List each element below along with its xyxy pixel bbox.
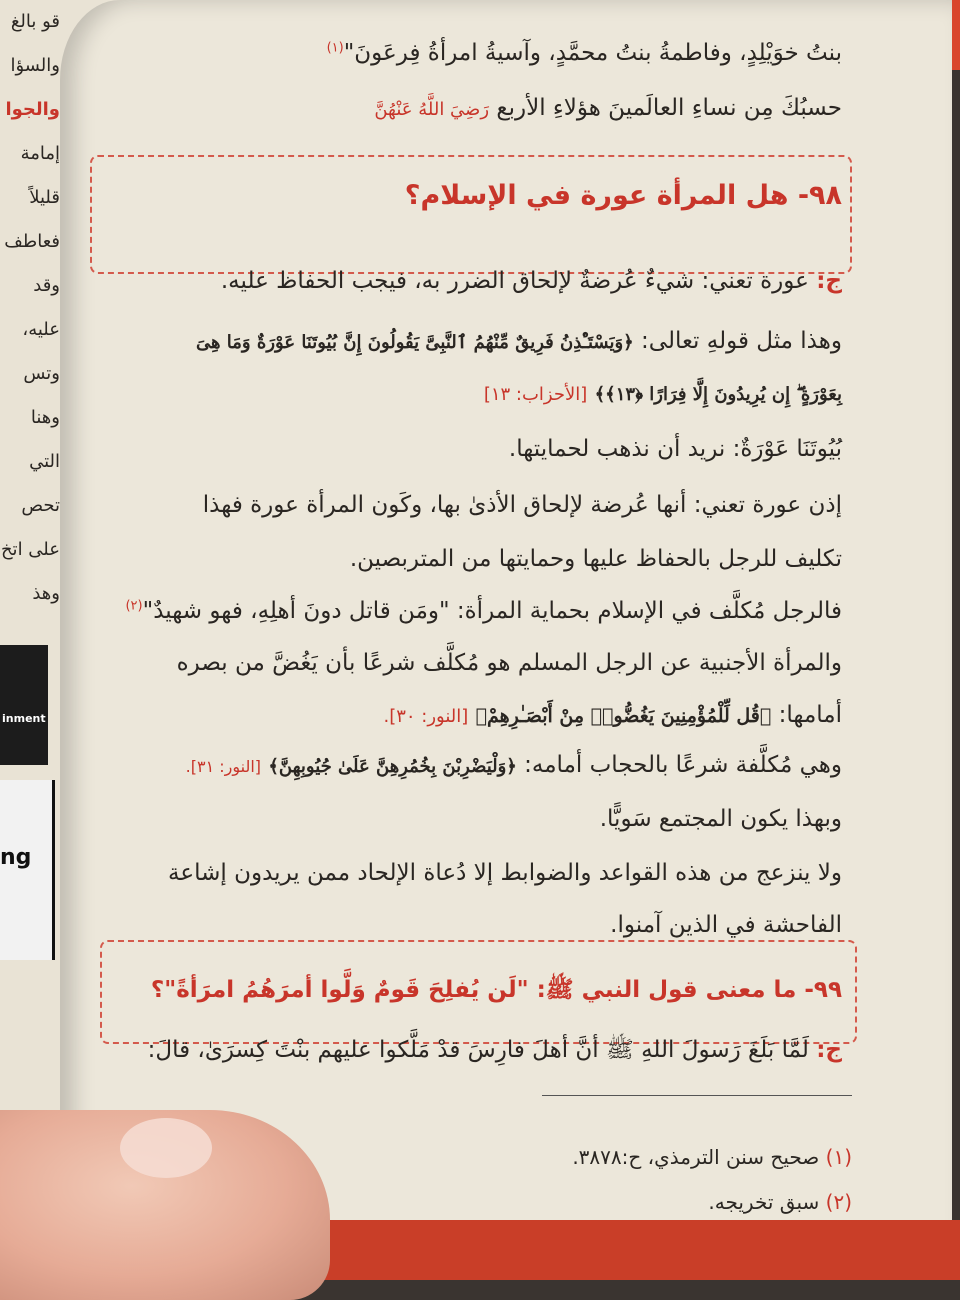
text-line — [145, 40, 842, 66]
question-box-98 — [90, 155, 852, 274]
verse-reference: [النور: ٣١]. — [185, 757, 262, 776]
text-line — [145, 328, 842, 354]
left-line: فعاطف — [4, 231, 60, 252]
answer-prefix: ج: — [816, 268, 842, 294]
text-line — [125, 598, 842, 624]
verse-reference: [الأحزاب: ١٣] — [483, 384, 588, 405]
text: بُيُوتَنَا عَوْرَةٌ: نريد أن نذهب لحمايتها. — [508, 436, 842, 462]
verse-reference: [النور: ٣٠]. — [383, 706, 469, 727]
footnote-number: (١) — [825, 1145, 852, 1169]
text: لَمَّا بَلَغَ رَسولَ اللهِ ﷺ أنَّ أهلَ فارِسَ قدْ مَلَّكوا عليهم بنْتَ كِسرَىٰ، قالَ: — [147, 1037, 809, 1063]
text-line — [145, 95, 842, 121]
text-line — [145, 380, 842, 406]
text: الفاحشة في الذين آمنوا. — [610, 912, 842, 938]
footnote-separator — [542, 1095, 852, 1096]
footnote-ref: (٢) — [125, 598, 143, 614]
left-line: على اتخ — [0, 539, 60, 560]
left-line: وهذ — [32, 583, 60, 604]
book-page — [60, 0, 952, 1250]
honorific: رَضِيَ اللَّهُ عَنْهُنَّ — [374, 99, 490, 120]
quran-verse: ﴿وَلْيَضْرِبْنَ بِخُمُرِهِنَّ عَلَىٰ جُيُوبِهِنَّ﴾ — [268, 756, 517, 777]
left-line: قو بالغ — [10, 11, 60, 32]
text: إذن عورة تعني: أنها عُرضة لإلحاق الأذىٰ بها، وكَون المرأة عورة فهذا — [202, 492, 842, 518]
left-line: وهنا — [30, 407, 60, 428]
footnote-1 — [572, 1145, 852, 1169]
text-line — [145, 702, 842, 728]
footnote-2 — [708, 1190, 852, 1214]
footnote-text: صحيح سنن الترمذي، ح:٣٨٧٨. — [572, 1145, 820, 1169]
left-panel-label: inment — [2, 712, 46, 725]
left-line: والسؤا — [10, 55, 60, 76]
left-line-red: والجوا — [5, 99, 60, 120]
text-line — [145, 752, 842, 778]
left-line: التي تحص — [21, 451, 60, 516]
left-line: إمامة قليلاً — [20, 143, 60, 208]
question-99-title: ٩٩- ما معنى قول النبي ﷺ: "لَن يُفلِحَ قَومٌ وَلَّوا أمرَهُمُ امرَأةً"؟ — [150, 977, 842, 1003]
quran-verse: ﴿وَيَسْتَـْٔذِنُ فَرِيقٌ مِّنْهُمُ ٱلنَّبِىَّ يَقُولُونَ إِنَّ بُيُوتَنَا عَوْرَةٌ وَمَا هِىَ — [196, 332, 634, 353]
left-card-label: ng — [0, 845, 32, 870]
question-98-title: ٩٨- هل المرأة عورة في الإسلام؟ — [404, 180, 842, 211]
text: ولا ينزعج من هذه القواعد والضوابط إلا دُعاة الإلحاد ممن يريدون إشاعة — [168, 860, 842, 886]
footnote-number: (٢) — [825, 1190, 852, 1214]
text: وهي مُكلَّفة شرعًا بالحجاب أمامه: — [524, 752, 842, 778]
left-line: عليه، وتس — [22, 319, 60, 384]
left-page-text — [0, 0, 60, 640]
quran-verse: ﴿قُل لِّلْمُؤْمِنِينَ يَغُضُّوا۟ مِنْ أَبْصَـٰرِهِمْ﴾ — [475, 705, 772, 727]
footnote-text: سبق تخريجه. — [708, 1190, 820, 1214]
left-card — [0, 780, 55, 960]
text-line — [145, 546, 842, 572]
text: عورة تعني: شيءٌ عُرضةٌ لإلحاق الضرر به، فيجب الحفاظ عليه. — [220, 268, 809, 294]
left-line: وقد — [33, 275, 60, 296]
text: وبهذا يكون المجتمع سَويًّا. — [599, 806, 842, 832]
text: تكليف للرجل بالحفاظ عليها وحمايتها من المتربصين. — [349, 546, 842, 572]
text-line — [145, 492, 842, 518]
footnote-ref: (١) — [326, 40, 344, 56]
text-line — [145, 268, 842, 294]
text-line — [145, 860, 842, 886]
text-line — [145, 650, 842, 676]
answer-prefix: ج: — [816, 1037, 842, 1063]
text: حسبُكَ مِن نساءِ العالَمينَ هؤلاءِ الأربع — [496, 95, 842, 121]
left-dark-panel — [0, 645, 48, 765]
text: فالرجل مُكلَّف في الإسلام بحماية المرأة: "ومَن قاتل دونَ أهلِهِ، فهو شهيدٌ" — [142, 598, 842, 624]
text-line — [145, 436, 842, 462]
text: أمامها: — [778, 702, 842, 728]
text-line — [145, 1035, 842, 1069]
text-line — [145, 912, 842, 938]
text: وهذا مثل قولهِ تعالى: — [641, 328, 842, 354]
fingernail — [120, 1118, 212, 1178]
quran-verse: بِعَوْرَةٍ ۖ إِن يُرِيدُونَ إِلَّا فِرَارًا ﴿١٣﴾﴾ — [594, 384, 842, 405]
text: والمرأة الأجنبية عن الرجل المسلم هو مُكلَّف شرعًا بأن يَغُضَّ من بصره — [176, 650, 842, 676]
text-line — [145, 806, 842, 832]
text: بنتُ خوَيْلِدٍ، وفاطمةُ بنتُ محمَّدٍ، وآسيةُ امرأةُ فِرعَونَ" — [343, 40, 842, 66]
